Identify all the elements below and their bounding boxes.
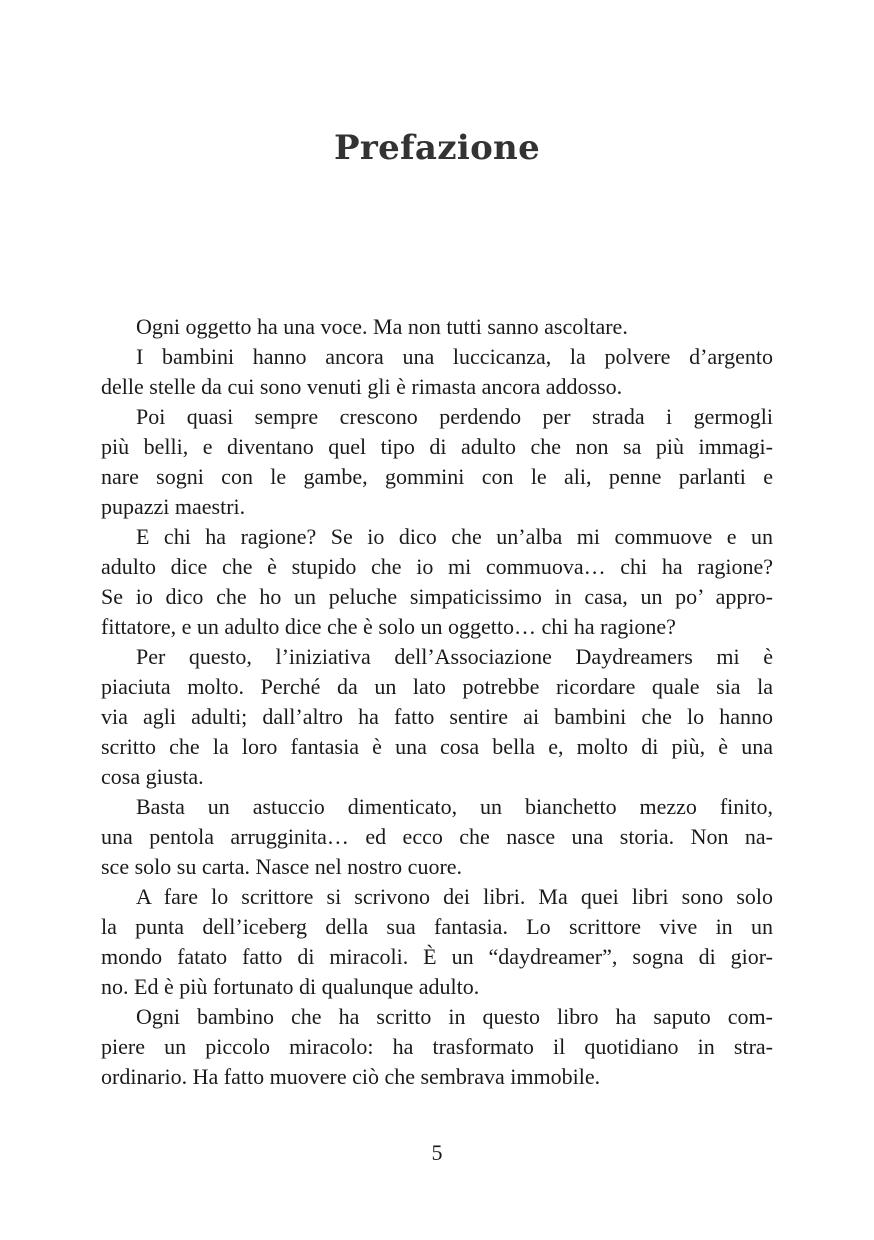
text-line: mondo fatato fatto di miracoli. È un “daydreamer”, sogna di gior- bbox=[101, 944, 773, 969]
text-line: la punta dell’iceberg della sua fantasia. Lo scrittore vive in un bbox=[101, 914, 773, 939]
paragraph bbox=[101, 792, 773, 882]
paragraph bbox=[101, 1002, 773, 1092]
body-text bbox=[101, 312, 773, 1092]
text-line: E chi ha ragione? Se io dico che un’alba mi commuove e un bbox=[136, 524, 773, 549]
paragraph bbox=[101, 402, 773, 522]
text-line: piere un piccolo miracolo: ha trasformato il quotidiano in stra- bbox=[101, 1034, 773, 1059]
paragraph bbox=[101, 882, 773, 1002]
text-line: pupazzi maestri. bbox=[101, 494, 246, 519]
chapter-title: Prefazione bbox=[333, 128, 541, 168]
text-line: via agli adulti; dall’altro ha fatto sentire ai bambini che lo hanno bbox=[101, 704, 773, 729]
text-line: adulto dice che è stupido che io mi commuova… chi ha ragione? bbox=[101, 554, 773, 579]
text-line: più belli, e diventano quel tipo di adulto che non sa più immagi- bbox=[101, 434, 773, 459]
text-line: Poi quasi sempre crescono perdendo per strada i germogli bbox=[136, 404, 773, 429]
text-line: scritto che la loro fantasia è una cosa bella e, molto di più, è una bbox=[101, 734, 773, 759]
text-line: nare sogni con le gambe, gommini con le ali, penne parlanti e bbox=[101, 464, 773, 489]
paragraph bbox=[101, 312, 773, 342]
paragraph bbox=[101, 342, 773, 402]
paragraph bbox=[101, 642, 773, 792]
text-line: ordinario. Ha fatto muovere ciò che sembrava immobile. bbox=[101, 1064, 601, 1089]
text-line: cosa giusta. bbox=[101, 764, 204, 789]
text-line: piaciuta molto. Perché da un lato potrebbe ricordare quale sia la bbox=[101, 674, 773, 699]
text-line: Ogni oggetto ha una voce. Ma non tutti sanno ascoltare. bbox=[136, 314, 628, 339]
text-line: Per questo, l’iniziativa dell’Associazione Daydreamers mi è bbox=[136, 644, 773, 669]
text-line: sce solo su carta. Nasce nel nostro cuore. bbox=[101, 854, 463, 879]
text-line: no. Ed è più fortunato di qualunque adulto. bbox=[101, 974, 480, 999]
text-line: A fare lo scrittore si scrivono dei libri. Ma quei libri sono solo bbox=[136, 884, 773, 909]
text-line: fittatore, e un adulto dice che è solo un oggetto… chi ha ragione? bbox=[101, 614, 676, 639]
text-line: Basta un astuccio dimenticato, un bianchetto mezzo finito, bbox=[136, 794, 773, 819]
paragraph bbox=[101, 522, 773, 642]
text-line: Ogni bambino che ha scritto in questo libro ha saputo com- bbox=[136, 1004, 773, 1029]
text-line: una pentola arrugginita… ed ecco che nasce una storia. Non na- bbox=[101, 824, 773, 849]
page-number: 5 bbox=[431, 1140, 443, 1165]
text-line: Se io dico che ho un peluche simpaticissimo in casa, un po’ appro- bbox=[101, 584, 773, 609]
text-line: delle stelle da cui sono venuti gli è rimasta ancora addosso. bbox=[101, 374, 623, 399]
text-line: I bambini hanno ancora una luccicanza, la polvere d’argento bbox=[136, 344, 773, 369]
